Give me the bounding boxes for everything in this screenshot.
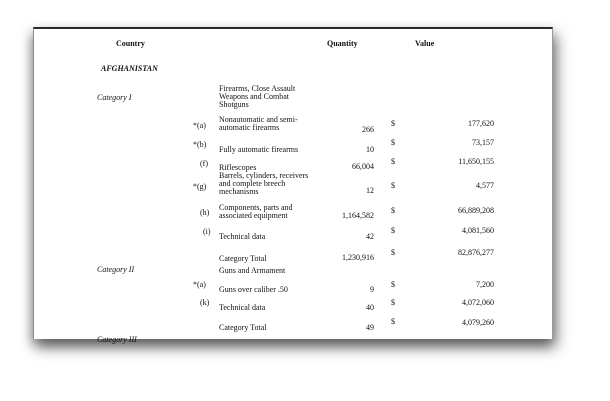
currency-sign: $	[391, 248, 395, 257]
item-description: Nonautomatic and semi-automatic firearms	[219, 115, 298, 133]
item-code: (h)	[200, 208, 210, 217]
item-value: 7,200	[476, 280, 494, 289]
item-quantity: 12	[366, 186, 374, 195]
country-name: AFGHANISTAN	[101, 64, 158, 73]
item-value: 4,081,560	[462, 226, 494, 235]
currency-sign: $	[391, 181, 395, 190]
category-2-total-label: Category Total	[219, 323, 267, 332]
item-quantity: 42	[366, 232, 374, 241]
item-quantity: 9	[370, 285, 374, 294]
currency-sign: $	[391, 226, 395, 235]
category-2-total-quantity: 49	[366, 323, 374, 332]
item-value: 73,157	[472, 138, 494, 147]
document-page	[33, 27, 553, 344]
item-quantity: 1,164,582	[342, 211, 374, 220]
item-description: Technical data	[219, 232, 266, 241]
value-column-header: Value	[415, 39, 435, 48]
item-code: (k)	[200, 298, 210, 307]
item-code: (f)	[200, 159, 208, 168]
item-description: Components, parts and associated equipment	[219, 203, 293, 221]
item-value: 11,650,155	[458, 157, 494, 166]
quantity-column-header: Quantity	[327, 39, 358, 48]
item-quantity: 40	[366, 303, 374, 312]
category-3-label: Category III	[97, 335, 137, 344]
item-description: Fully automatic firearms	[219, 145, 299, 154]
category-1-heading: Firearms, Close Assault Weapons and Combat Shotguns	[219, 84, 296, 110]
currency-sign: $	[391, 298, 395, 307]
currency-sign: $	[391, 138, 395, 147]
item-code: *(a)	[193, 280, 206, 289]
item-code: *(a)	[193, 121, 206, 130]
item-quantity: 66,004	[352, 162, 374, 171]
item-code: (i)	[203, 227, 211, 236]
category-1-total-quantity: 1,230,916	[342, 253, 374, 262]
item-description: Riflescopes	[219, 163, 257, 172]
currency-sign: $	[391, 206, 395, 215]
category-2-label: Category II	[97, 265, 135, 274]
item-value: 66,889,208	[458, 206, 494, 215]
category-1-total-label: Category Total	[219, 254, 267, 263]
currency-sign: $	[391, 280, 395, 289]
category-1-label: Category I	[97, 93, 132, 102]
item-value: 4,577	[476, 181, 494, 190]
category-2-heading: Guns and Armament	[219, 266, 286, 275]
item-description: Guns over caliber .50	[219, 285, 288, 294]
item-code: *(g)	[193, 182, 207, 191]
item-value: 4,072,060	[462, 298, 494, 307]
item-quantity: 10	[366, 145, 374, 154]
item-description: Barrels, cylinders, receivers and complete breech mechanisms	[219, 171, 309, 197]
currency-sign: $	[391, 119, 395, 128]
currency-sign: $	[391, 317, 395, 326]
currency-sign: $	[391, 157, 395, 166]
item-quantity: 266	[362, 125, 374, 134]
item-code: *(b)	[193, 140, 207, 149]
item-value: 177,620	[468, 119, 494, 128]
category-2-total-value: 4,079,260	[462, 318, 494, 327]
category-1-total-value: 82,876,277	[458, 248, 494, 257]
item-description: Technical data	[219, 303, 266, 312]
country-column-header: Country	[116, 39, 145, 48]
